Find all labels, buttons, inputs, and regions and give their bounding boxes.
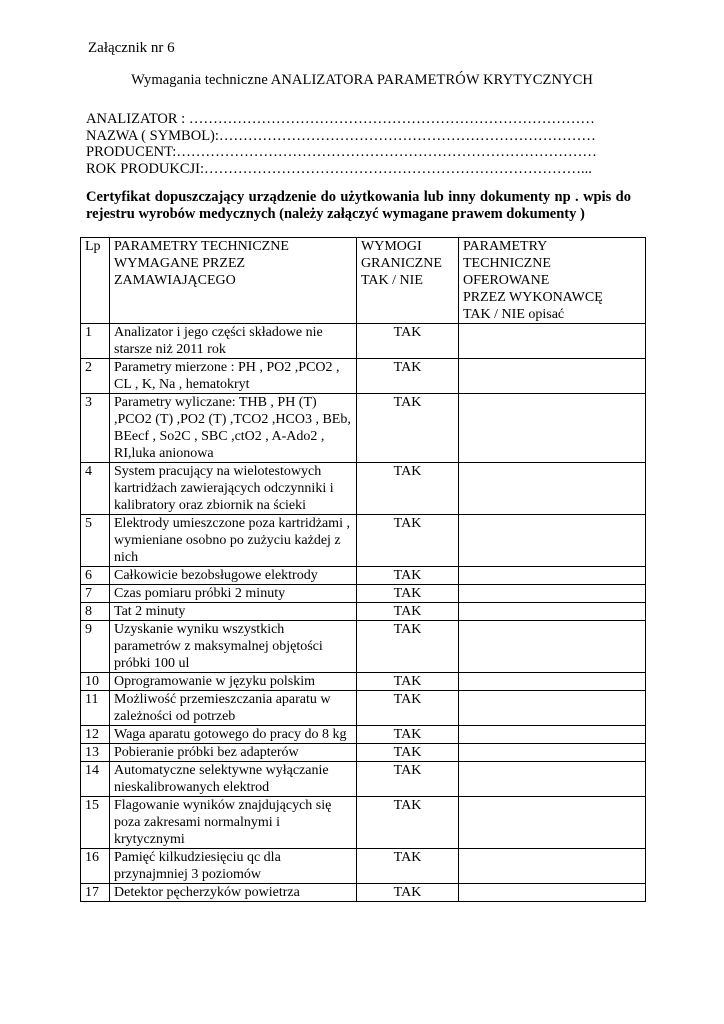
row-lp: 17: [81, 884, 110, 902]
row-offered-cell[interactable]: [459, 797, 646, 849]
table-row: [81, 797, 646, 849]
row-requirement: TAK: [357, 324, 459, 359]
table-row: [81, 691, 646, 726]
header-offered-line: TAK / NIE opisać: [463, 307, 565, 322]
row-lp: 11: [81, 691, 110, 726]
row-parameter: Czas pomiaru próbki 2 minuty: [110, 585, 357, 603]
row-requirement: TAK: [357, 744, 459, 762]
table-row: [81, 463, 646, 515]
row-requirement: TAK: [357, 515, 459, 567]
row-offered-cell[interactable]: [459, 762, 646, 797]
row-offered-cell[interactable]: [459, 621, 646, 673]
row-requirement: TAK: [357, 463, 459, 515]
row-lp: 8: [81, 603, 110, 621]
table-row: [81, 324, 646, 359]
table-row: [81, 621, 646, 673]
row-requirement: TAK: [357, 726, 459, 744]
row-parameter: Całkowicie bezobsługowe elektrody: [110, 567, 357, 585]
certificate-note: Certyfikat dopuszczający urządzenie do użytkowania lub inny dokumenty np . wpis do rejestru wyrobów medycznych (należy załączyć wymagane prawem dokumenty ): [86, 189, 631, 222]
row-requirement: TAK: [357, 762, 459, 797]
row-lp: 14: [81, 762, 110, 797]
row-offered-cell[interactable]: [459, 744, 646, 762]
table-row: [81, 359, 646, 394]
row-requirement: TAK: [357, 359, 459, 394]
table-row: [81, 515, 646, 567]
row-offered-cell[interactable]: [459, 884, 646, 902]
row-parameter: Pamięć kilkudziesięciu qc dla przynajmniej 3 poziomów: [110, 849, 357, 884]
row-lp: 12: [81, 726, 110, 744]
row-offered-cell[interactable]: [459, 691, 646, 726]
row-parameter: Uzyskanie wyniku wszystkich parametrów z maksymalnej objętości próbki 100 ul: [110, 621, 357, 673]
row-lp: 16: [81, 849, 110, 884]
row-offered-cell[interactable]: [459, 394, 646, 463]
header-offered-line: TECHNICZNE: [463, 256, 551, 271]
header-offered: [459, 238, 646, 324]
row-lp: 4: [81, 463, 110, 515]
row-requirement: TAK: [357, 691, 459, 726]
table-row: [81, 567, 646, 585]
table-header-row: [81, 238, 646, 324]
table-row: [81, 849, 646, 884]
row-offered-cell[interactable]: [459, 359, 646, 394]
row-parameter: Możliwość przemieszczania aparatu w zależności od potrzeb: [110, 691, 357, 726]
row-offered-cell[interactable]: [459, 673, 646, 691]
table-row: [81, 585, 646, 603]
row-lp: 3: [81, 394, 110, 463]
row-parameter: Waga aparatu gotowego do pracy do 8 kg: [110, 726, 357, 744]
table-row: [81, 744, 646, 762]
row-lp: 13: [81, 744, 110, 762]
table-row: [81, 726, 646, 744]
header-offered-line: OFEROWANE: [463, 273, 550, 288]
header-lp: Lp: [81, 238, 110, 324]
row-requirement: TAK: [357, 603, 459, 621]
row-offered-cell[interactable]: [459, 463, 646, 515]
header-params: PARAMETRY TECHNICZNE WYMAGANE PRZEZ ZAMAWIAJĄCEGO: [110, 238, 357, 324]
row-requirement: TAK: [357, 621, 459, 673]
row-requirement: TAK: [357, 394, 459, 463]
row-parameter: Flagowanie wyników znajdujących się poza zakresami normalnymi i krytycznymi: [110, 797, 357, 849]
field-production-year: ROK PRODUKCJI:……………………………………………………………………...: [86, 160, 592, 177]
row-parameter: Automatyczne selektywne wyłączanie nieskalibrowanych elektrod: [110, 762, 357, 797]
row-requirement: TAK: [357, 797, 459, 849]
row-parameter: System pracujący na wielotestowych kartridżach zawierających odczynniki i kalibratory oraz zbiornik na ścieki: [110, 463, 357, 515]
device-fields: [86, 111, 606, 177]
row-parameter: Detektor pęcherzyków powietrza: [110, 884, 357, 902]
table-row: [81, 394, 646, 463]
row-lp: 6: [81, 567, 110, 585]
row-offered-cell[interactable]: [459, 515, 646, 567]
row-lp: 10: [81, 673, 110, 691]
row-offered-cell[interactable]: [459, 585, 646, 603]
header-offered-line: PARAMETRY: [463, 239, 548, 254]
row-parameter: Tat 2 minuty: [110, 603, 357, 621]
row-parameter: Parametry wyliczane: THB , PH (T) ,PCO2 (T) ,PO2 (T) ,TCO2 ,HCO3 , BEb, BEecf , So2C , SBC ,ctO2 , A-Ado2 , RI,luka anionowa: [110, 394, 357, 463]
table-row: [81, 762, 646, 797]
document-title: Wymagania techniczne ANALIZATORA PARAMETRÓW KRYTYCZNYCH: [131, 72, 593, 88]
row-requirement: TAK: [357, 585, 459, 603]
row-lp: 5: [81, 515, 110, 567]
table-body: [81, 324, 646, 902]
row-offered-cell[interactable]: [459, 324, 646, 359]
header-offered-line: PRZEZ WYKONAWCĘ: [463, 290, 603, 305]
row-parameter: Elektrody umieszczone poza kartridżami , wymieniane osobno po zużyciu każdej z nich: [110, 515, 357, 567]
table-row: [81, 884, 646, 902]
field-name-symbol: NAZWA ( SYMBOL):……………………………………………………………………: [86, 127, 596, 144]
row-parameter: Pobieranie próbki bez adapterów: [110, 744, 357, 762]
row-lp: 2: [81, 359, 110, 394]
field-analyzer: ANALIZATOR : …………………………………………………………………………: [86, 111, 595, 127]
row-requirement: TAK: [357, 884, 459, 902]
row-parameter: Oprogramowanie w języku polskim: [110, 673, 357, 691]
row-parameter: Parametry mierzone : PH , PO2 ,PCO2 , CL , K, Na , hematokryt: [110, 359, 357, 394]
table-row: [81, 673, 646, 691]
row-lp: 15: [81, 797, 110, 849]
row-parameter: Analizator i jego części składowe nie starsze niż 2011 rok: [110, 324, 357, 359]
row-offered-cell[interactable]: [459, 603, 646, 621]
row-offered-cell[interactable]: [459, 849, 646, 884]
requirements-table: [80, 237, 646, 902]
row-requirement: TAK: [357, 673, 459, 691]
row-offered-cell[interactable]: [459, 567, 646, 585]
row-lp: 1: [81, 324, 110, 359]
row-offered-cell[interactable]: [459, 726, 646, 744]
field-producer: PRODUCENT:……………………………………………………………………………: [86, 144, 597, 160]
table-row: [81, 603, 646, 621]
row-requirement: TAK: [357, 849, 459, 884]
row-lp: 7: [81, 585, 110, 603]
annex-label: Załącznik nr 6: [88, 40, 175, 56]
row-lp: 9: [81, 621, 110, 673]
header-limits: WYMOGI GRANICZNE TAK / NIE: [357, 238, 459, 324]
row-requirement: TAK: [357, 567, 459, 585]
